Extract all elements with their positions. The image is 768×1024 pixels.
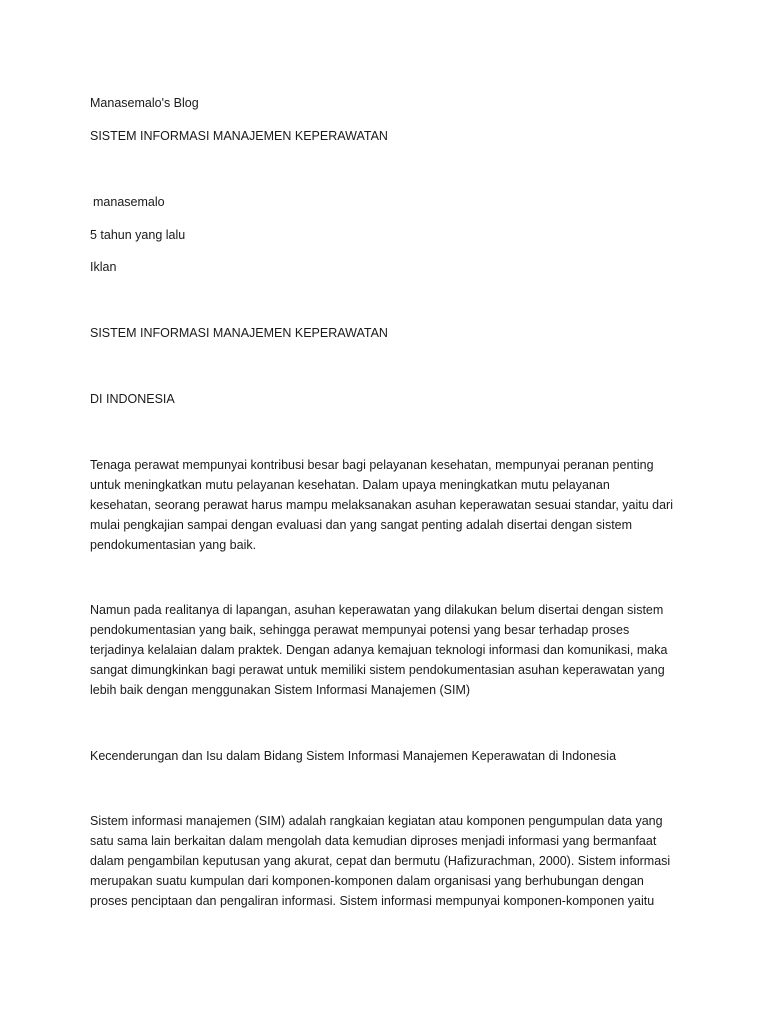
paragraph-2 (90, 600, 690, 700)
author-name: manasemalo (93, 195, 165, 209)
paragraph-line: pendokumentasian yang baik, sehingga perawat mempunyai potensi yang besar terhadap proses (90, 623, 630, 637)
paragraph-line: Tenaga perawat mempunyai kontribusi besar bagi pelayanan kesehatan, mempunyai peranan penting (90, 458, 654, 472)
paragraph-line: terjadinya kelalaian dalam praktek. Dengan adanya kemajuan teknologi informasi dan komunikasi, maka (90, 643, 668, 657)
paragraph-line: proses penciptaan dan pengaliran informasi. Sistem informasi mempunyai komponen-komponen yaitu (90, 894, 655, 908)
paragraph-line: dalam pengambilan keputusan yang akurat, cepat dan bermutu (Hafizurachman, 2000). Sistem informasi (90, 854, 671, 868)
article-subheading: Kecenderungan dan Isu dalam Bidang Sistem Informasi Manajemen Keperawatan di Indonesia (90, 749, 617, 763)
paragraph-1 (90, 455, 690, 555)
paragraph-line: Namun pada realitanya di lapangan, asuhan keperawatan yang dilakukan belum disertai dengan sistem (90, 603, 664, 617)
posted-time: 5 tahun yang lalu (90, 228, 186, 242)
paragraph-line: satu sama lain berkaitan dalam mengolah data kemudian diproses menjadi informasi yang bermanfaat (90, 834, 657, 848)
blog-title: Manasemalo's Blog (90, 96, 199, 110)
paragraph-line: Sistem informasi manajemen (SIM) adalah rangkaian kegiatan atau komponen pengumpulan data yang (90, 814, 663, 828)
paragraph-line: mulai pengkajian sampai dengan evaluasi dan yang sangat penting adalah disertai dengan sistem (90, 518, 633, 532)
article-heading: SISTEM INFORMASI MANAJEMEN KEPERAWATAN (90, 326, 388, 340)
paragraph-line: pendokumentasian yang baik. (90, 538, 257, 552)
paragraph-line: untuk meningkatkan mutu pelayanan kesehatan. Dalam upaya meningkatkan mutu pelayanan (90, 478, 610, 492)
paragraph-3 (90, 811, 690, 911)
ad-label: Iklan (90, 260, 117, 274)
paragraph-line: sangat dimungkinkan bagi perawat untuk memiliki sistem pendokumentasian asuhan keperawatan yang (90, 663, 665, 677)
post-title: SISTEM INFORMASI MANAJEMEN KEPERAWATAN (90, 129, 388, 143)
paragraph-line: kesehatan, seorang perawat harus mampu melaksanakan asuhan keperawatan sesuai standar, yaitu dari (90, 498, 673, 512)
paragraph-line: merupakan suatu kumpulan dari komponen-komponen dalam organisasi yang berhubungan dengan (90, 874, 644, 888)
article-heading-country: DI INDONESIA (90, 392, 175, 406)
paragraph-line: lebih baik dengan menggunakan Sistem Informasi Manajemen (SIM) (90, 683, 471, 697)
